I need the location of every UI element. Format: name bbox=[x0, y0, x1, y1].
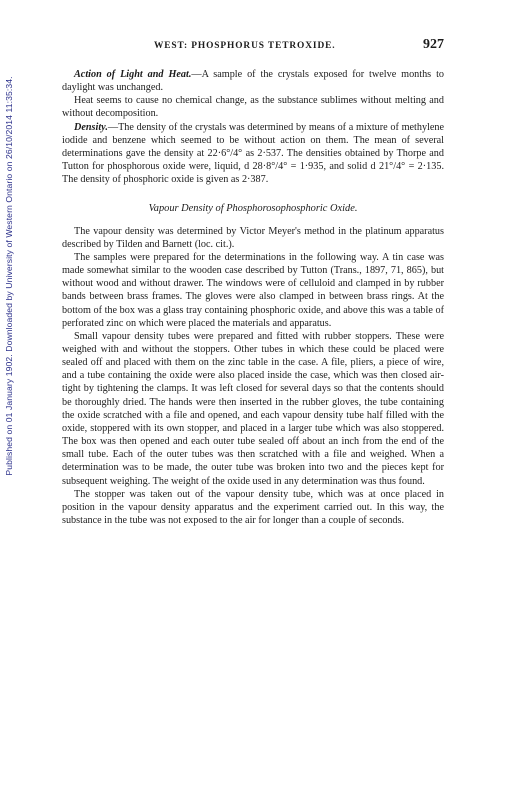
watermark-text: Published on 01 January 1902. Downloaded by University of Western Ontario on 26/10/2014 11:35:34. bbox=[4, 76, 14, 476]
section-heading: Vapour Density of Phosphorosophosphoric Oxide. bbox=[148, 203, 358, 215]
paragraph-method bbox=[62, 225, 444, 251]
paragraph-light-heat bbox=[62, 68, 444, 94]
paragraph-text: —A sample of the crystals exposed for twelve months to daylight was unchanged. bbox=[62, 69, 445, 94]
paragraph-density bbox=[62, 121, 444, 187]
page-header bbox=[62, 37, 444, 54]
download-watermark bbox=[0, 0, 18, 793]
paragraph-text: —The density of the crystals was determined by means of a mixture of methylene iodide and benzene which seemed to be without action on them. The mean of several determinations gave the density at 22·6°/4° as 2·537. The densities obtained by Thorpe and Tutton for phosphorous oxide were, liquid, d 28·8°/4° = 1·935, and solid d 21°/4° = 2·135. The density of phosphoric oxide is given as 2·387. bbox=[62, 121, 444, 186]
runin-heading: Density. bbox=[74, 121, 108, 133]
paragraph-text: The stopper was taken out of the vapour density tube, which was at once placed in position in the vapour density apparatus and the experiment carried out. In this way, the substance in the tube was not exposed to the air for longer than a couple of seconds. bbox=[62, 488, 444, 526]
paragraph-text: The samples were prepared for the determinations in the following way. A tin case was made somewhat similar to the wooden case described by Tutton (Trans., 1897, 71, 865), but without wood and without drawer. The windows were of celluloid and clamped in by rubber bands between brass frames. The gloves were also clamped in between brass rings. At the bottom of the box was a glass tray containing phosphoric oxide, and above this was a table of perforated zinc on which were placed the materials and apparatus. bbox=[62, 251, 444, 329]
paragraph-samples bbox=[62, 251, 444, 330]
article-body bbox=[62, 68, 444, 527]
paragraph-text: Small vapour density tubes were prepared and fitted with rubber stoppers. These were weighed with and without the stoppers. Other tubes in which these could be placed were sealed off and placed with them on the zinc table in the case. A file, pliers, a piece of wire, and a tube containing the oxide were also placed inside the case, which was then closed air-tight by tightening the clamps. It was left closed for several days so that the contents should be thoroughly dried. The hands were then inserted in the rubber gloves, the tube containing the oxide scratched with a file and opened, and each vapour density tube half filled with the oxide, stoppered with its own stopper, and placed in a larger tube which was also stoppered. The box was then opened and each outer tube sealed off about an inch from the end of the small tube. Each of the outer tubes was then scratched with a file and weighed. When a determination was to be made, the outer tube was broken into two and the pieces kept for subsequent weighing. The weight of the oxide used in any determination was thus found. bbox=[62, 330, 444, 487]
paragraph-tubes bbox=[62, 330, 444, 488]
paragraph-text: Heat seems to cause no chemical change, as the substance sublimes without melting and without decomposition. bbox=[62, 95, 444, 120]
running-head: WEST: PHOSPHORUS TETROXIDE. bbox=[154, 41, 336, 51]
page-number: 927 bbox=[423, 37, 444, 52]
paragraph-text: The vapour density was determined by Victor Meyer's method in the platinum apparatus described by Tilden and Barnett (loc. cit.). bbox=[62, 225, 444, 250]
runin-heading: Action of Light and Heat. bbox=[74, 69, 192, 80]
paragraph-heat bbox=[62, 94, 444, 120]
paragraph-stopper bbox=[62, 488, 444, 527]
